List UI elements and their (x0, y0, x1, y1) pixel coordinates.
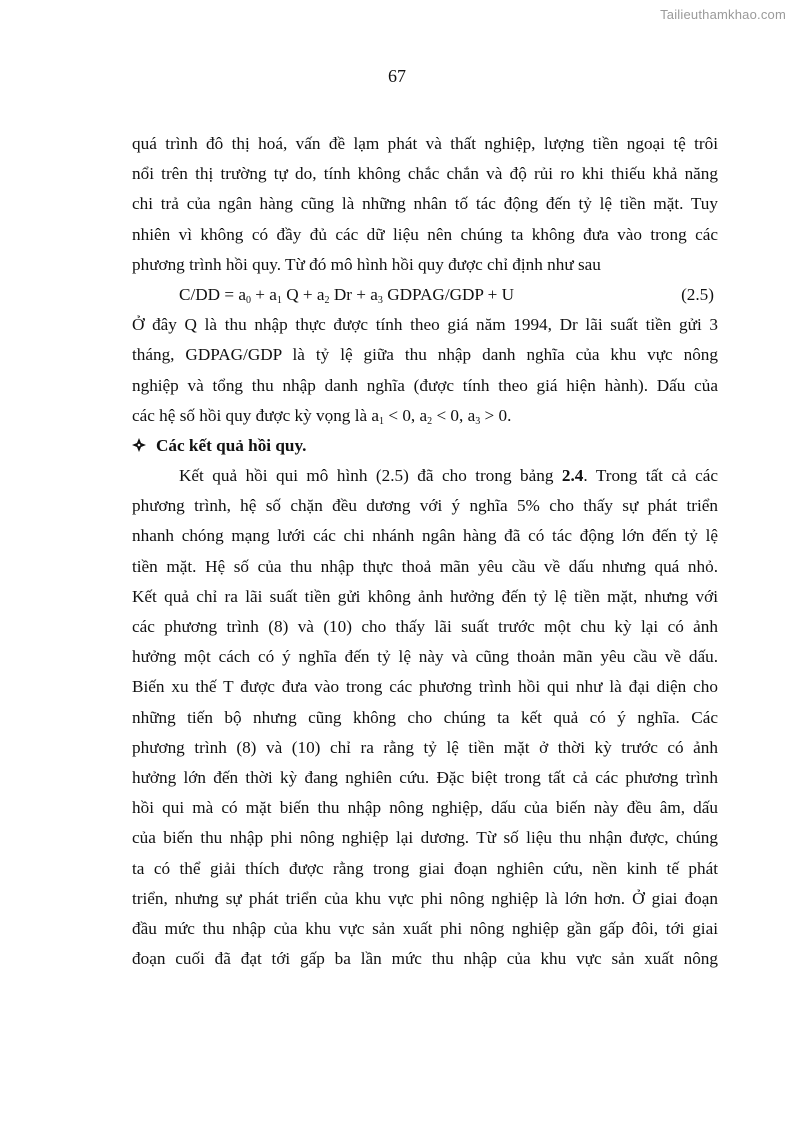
text-line: hưởng một cách có ý nghĩa đến tỷ lệ này và cũng thoản mãn yêu cầu về dấu. (132, 647, 718, 667)
paragraph-results (132, 461, 718, 974)
text-line: nổi trên thị trường tự do, tính không chắc chắn và độ rủi ro khi thiếu khả năng (132, 164, 718, 184)
watermark-text: Tailieuthamkhao.com (660, 7, 786, 22)
text-line: quá trình đô thị hoá, vấn đề lạm phát và thất nghiệp, lượng tiền ngoại tệ trôi (132, 134, 718, 153)
text-line: nghiệp và tổng thu nhập danh nghĩa (được tính theo giá hiện hành). Dấu của (132, 375, 718, 395)
text-line: phương trình hồi quy. Từ đó mô hình hồi quy được chỉ định như sau (132, 254, 601, 274)
text-line: Kết quả chỉ ra lãi suất tiền gửi không ảnh hưởng đến tỷ lệ tiền mặt, nhưng với (132, 586, 718, 606)
document-body (132, 129, 718, 974)
text-line: hồi qui mà có mặt biến thu nhập nông nghiệp, dấu của biến này đều âm, dấu (132, 798, 718, 818)
equation-number: (2.5) (681, 284, 714, 304)
text-line: hưởng lớn đến thời kỳ đang nghiên cứu. Đặc biệt trong tất cả các phương trình (132, 767, 718, 787)
text-line-expected-signs: các hệ số hồi quy được kỳ vọng là $a_1 < 0$, $a_2 < 0$, $a_3 > 0$. (132, 405, 512, 427)
text-line: Biến xu thế T được đưa vào trong các phương trình hồi qui như là đại diện cho (132, 677, 718, 697)
text-line: của biến thu nhập phi nông nghiệp lại dương. Từ số liệu thu nhận được, chúng (132, 828, 718, 848)
text-line: tiền mặt. Hệ số của thu nhập thực thoả mãn yêu cầu về dấu nhưng quá nhỏ. (132, 556, 718, 576)
section-heading (132, 431, 718, 461)
equation-expression: $C/DD = a_0 + a_1$ $Q + a_2$ $Dr + a_3$ GDPAG/GDP + U (179, 284, 515, 306)
text-line: chi trả của ngân hàng cũng là những nhân tố tác động đến tỷ lệ tiền mặt. Tuy (132, 194, 718, 214)
text-line: các phương trình (8) và (10) cho thấy lãi suất trước một chu kỳ lại có ảnh (132, 617, 718, 636)
text-line: đầu mức thu nhập của khu vực sản xuất phi nông nghiệp gần gấp đôi, tới giai (132, 918, 718, 938)
text-line: phương trình, hệ số chặn đều dương với ý nghĩa 5% cho thấy sự phát triển (132, 496, 718, 516)
section-heading-text: Các kết quả hồi quy. (156, 435, 307, 455)
paragraph-intro (132, 129, 718, 280)
text-line: nhanh chóng mạng lưới các chi nhánh ngân hàng đã có tác động lớn đến tỷ lệ (132, 526, 718, 546)
text-line: Kết quả hồi qui mô hình (2.5) đã cho trong bảng 2.4. Trong tất cả các (179, 466, 718, 486)
text-line: tháng, GDPAG/GDP là tỷ lệ giữa thu nhập danh nghĩa của khu vực nông (132, 345, 718, 365)
text-line: phương trình (8) và (10) chỉ ra rằng tỷ lệ tiền mặt ở thời kỳ trước có ảnh (132, 737, 718, 757)
diamond-bullet-icon (132, 438, 146, 452)
text-line: Ở đây Q là thu nhập thực được tính theo giá năm 1994, Dr lãi suất tiền gửi 3 (132, 315, 718, 335)
paragraph-variables (132, 310, 718, 431)
text-line: những tiến bộ nhưng cũng không cho chúng ta kết quả có ý nghĩa. Các (132, 707, 718, 727)
text-line: nhiên vì không có đầy đủ các dữ liệu nên chúng ta không đưa vào trong các (132, 224, 718, 244)
text-line: triển, nhưng sự phát triển của khu vực phi nông nghiệp là lớn hơn. Ở giai đoạn (132, 888, 718, 908)
text-line: đoạn cuối đã đạt tới gấp ba lần mức thu nhập của khu vực sản xuất nông (132, 949, 718, 969)
regression-equation (132, 280, 718, 310)
text-line: ta có thể giải thích được rằng trong giai đoạn nghiên cứu, nền kinh tế phát (132, 858, 718, 878)
page-number: 67 (388, 66, 406, 86)
